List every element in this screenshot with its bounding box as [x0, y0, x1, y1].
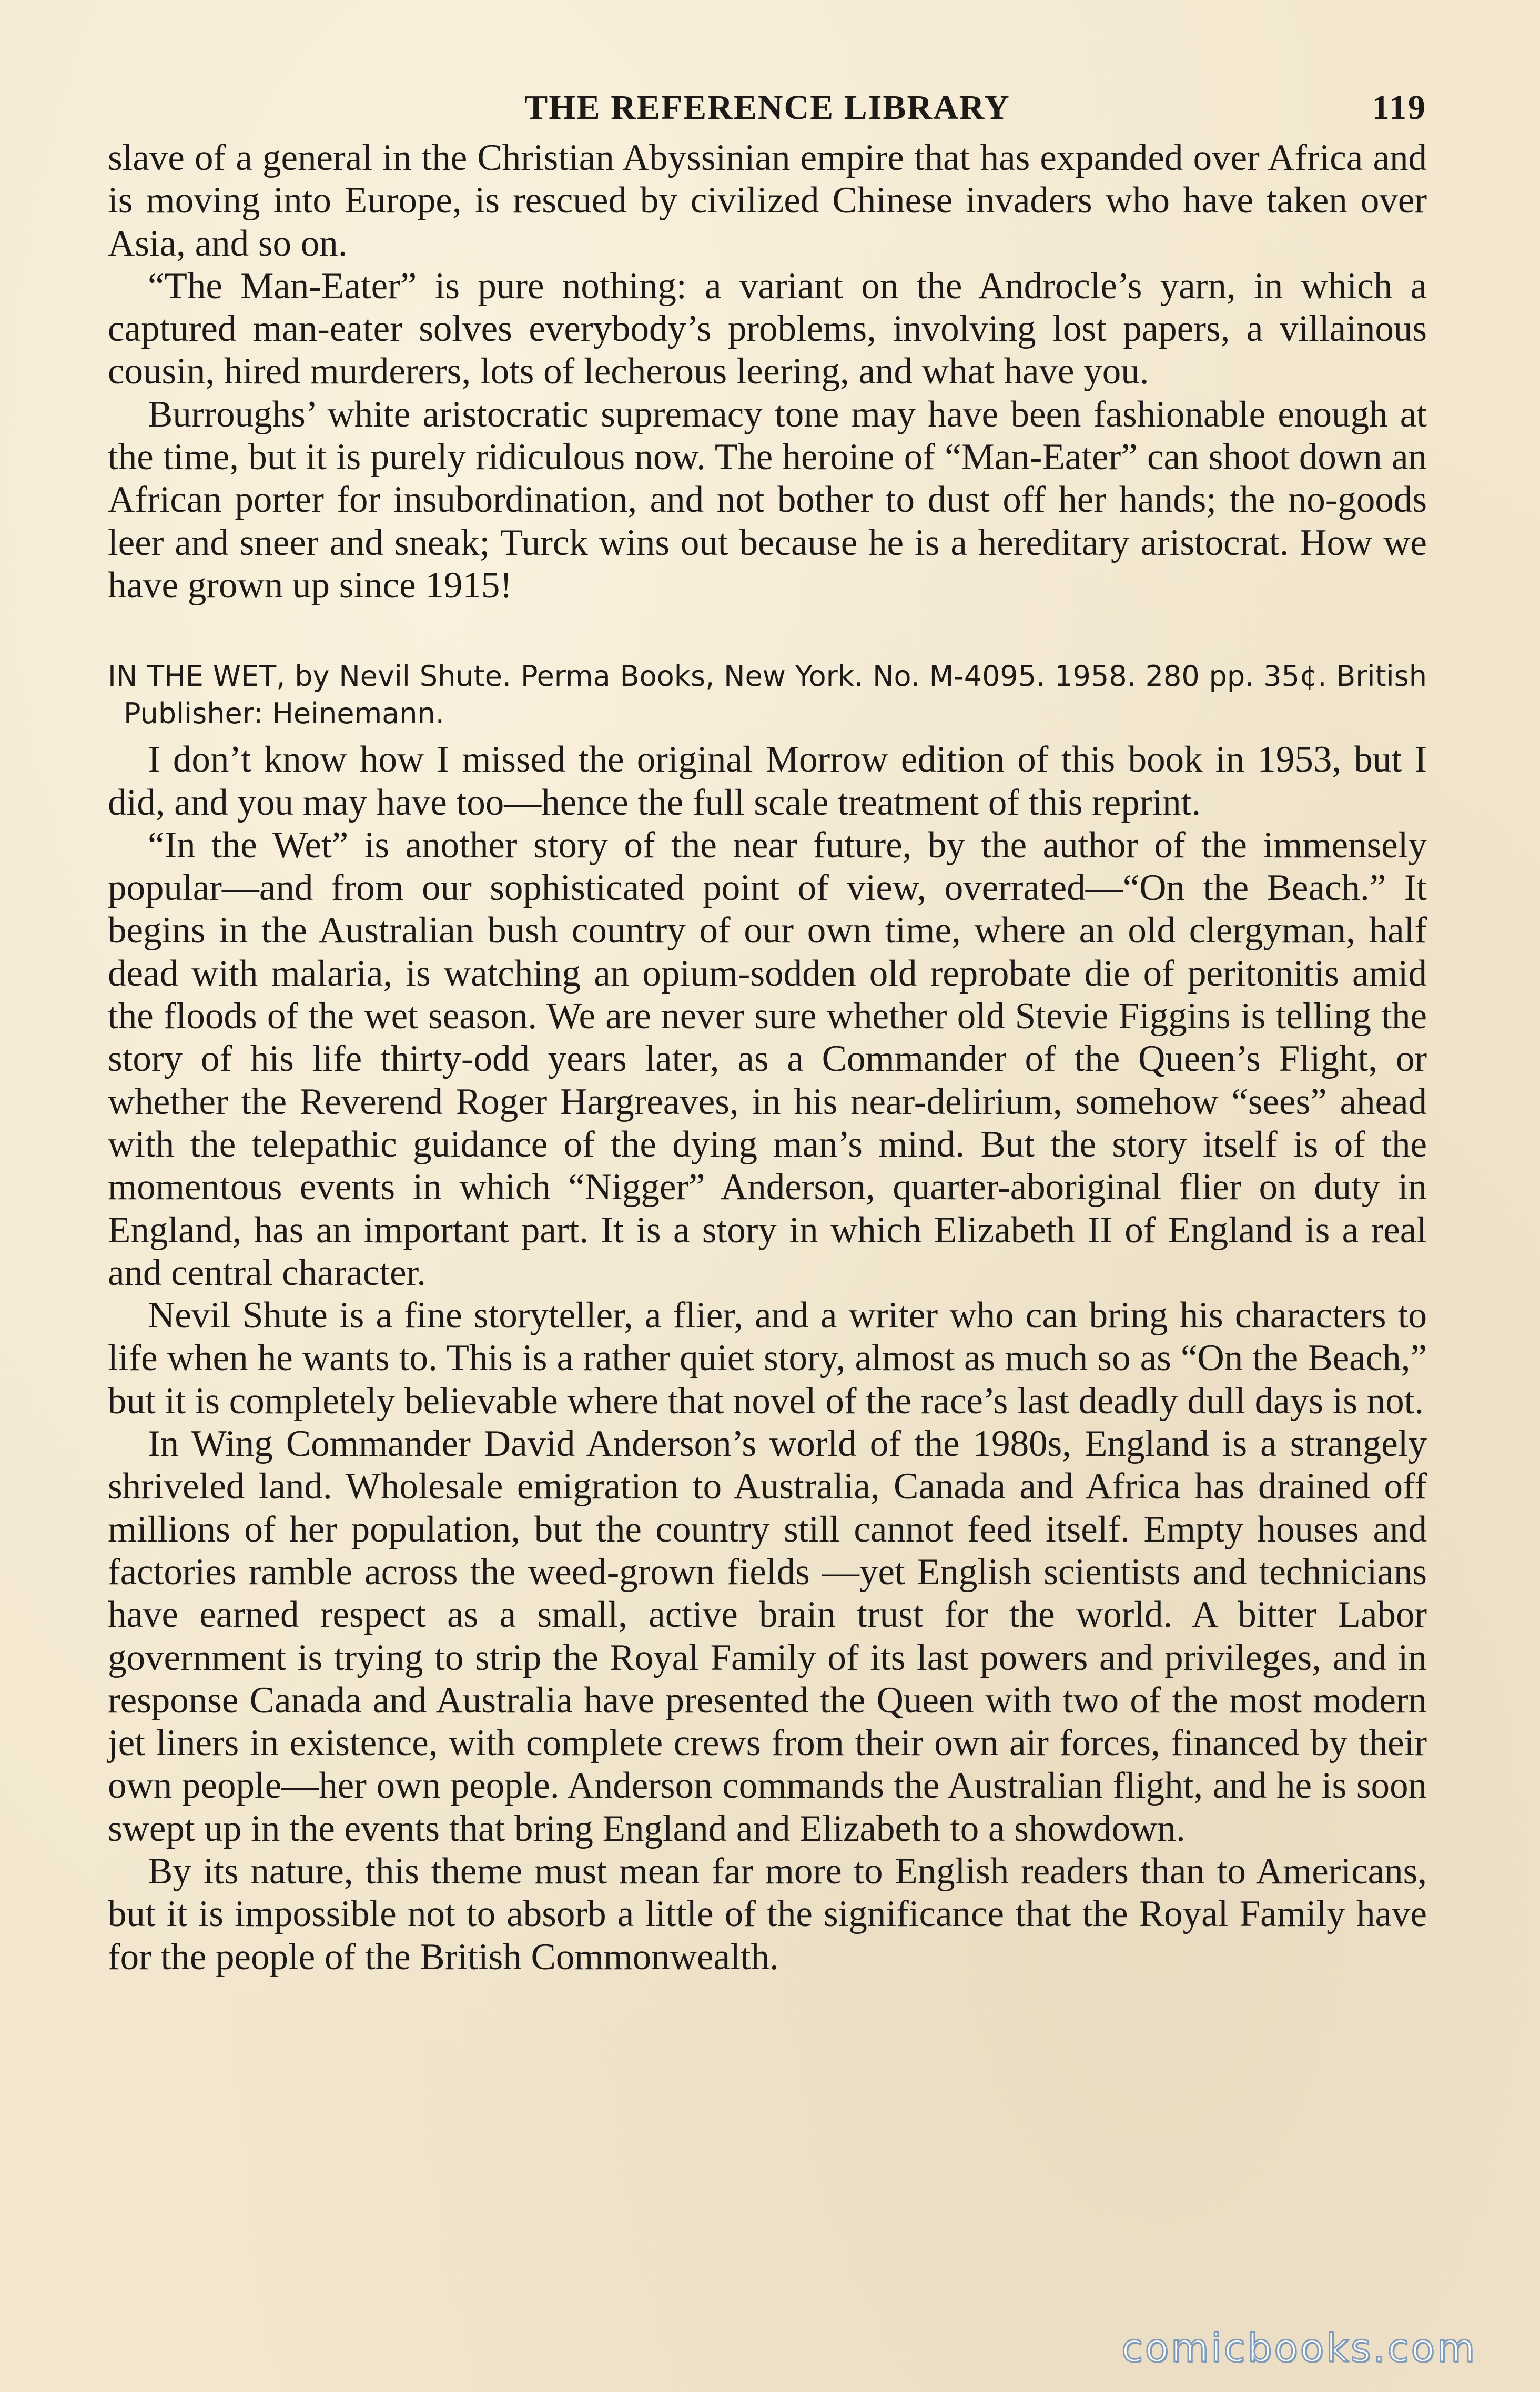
review-heading — [108, 657, 1427, 732]
paragraph: I don’t know how I missed the original Morrow edition of this book in 1953, but I did, and you may have too—hence the full scale treatment of this reprint. — [108, 739, 1427, 823]
review-heading-text: IN THE WET, by Nevil Shute. Perma Books, New York. No. M-4095. 1958. 280 pp. 35¢. British Publisher: Heinemann. — [108, 660, 1427, 731]
paragraph: “The Man-Eater” is pure nothing: a variant on the Androcle’s yarn, in which a captured man-eater solves everybody’s problems, involving lost papers, a villainous cousin, hired murderers, lots of lecherous leering, and what have you. — [108, 265, 1427, 392]
paragraph: slave of a general in the Christian Abyssinian empire that has expanded over Africa and is moving into Europe, is rescued by civilized Chinese invaders who have taken over Asia, and so on. — [108, 137, 1427, 264]
running-head — [108, 79, 1427, 137]
article-body — [108, 137, 1427, 1979]
book-page — [108, 79, 1427, 2319]
section-gap — [108, 607, 1427, 657]
paragraph: Nevil Shute is a fine storyteller, a flier, and a writer who can bring his characters to life when he wants to. This is a rather quiet story, almost as much so as “On the Beach,” but it is completely believable where that novel of the race’s last deadly dull days is not. — [108, 1295, 1427, 1422]
paragraph: By its nature, this theme must mean far more to English readers than to Americans, but it is impossible not to absorb a little of the significance that the Royal Family have for the people of the British Commonwealth. — [108, 1850, 1427, 1978]
paragraph: In Wing Commander David Anderson’s world of the 1980s, England is a strangely shriveled land. Wholesale emigration to Australia, Canada and Africa has drained off millions of her population, but the country still cannot feed itself. Empty houses and factories ramble across the weed-grown fields —yet English scientists and technicians have earned respect as a small, active brain trust for the world. A bitter Labor government is trying to strip the Royal Family of its last powers and privileges, and in response Canada and Australia have presented the Queen with two of the most modern jet liners in existence, with complete crews from their own air forces, financed by their own people—her own people. Anderson commands the Australian flight, and he is soon swept up in the events that bring England and Elizabeth to a showdown. — [108, 1423, 1427, 1849]
page-number: 119 — [1372, 88, 1427, 127]
watermark: comicbooks.com — [1121, 2326, 1477, 2371]
running-title: THE REFERENCE LIBRARY — [524, 88, 1010, 127]
paragraph: “In the Wet” is another story of the near future, by the author of the immensely popular—and from our sophisticated point of view, overrated—“On the Beach.” It begins in the Australian bush country of our own time, where an old clergyman, half dead with malaria, is watching an opium-sodden old reprobate die of peritonitis amid the floods of the wet season. We are never sure whether old Stevie Figgins is telling the story of his life thirty-odd years later, as a Commander of the Queen’s Flight, or whether the Reverend Roger Hargreaves, in his near-delirium, somehow “sees” ahead with the telepathic guidance of the dying man’s mind. But the story itself is of the momentous events in which “Nigger” Anderson, quarter-aboriginal flier on duty in England, has an important part. It is a story in which Elizabeth II of England is a real and central character. — [108, 824, 1427, 1293]
paragraph: Burroughs’ white aristocratic supremacy tone may have been fashionable enough at the time, but it is purely ridiculous now. The heroine of “Man-Eater” can shoot down an African porter for insubordination, and not bother to dust off her hands; the no-goods leer and sneer and sneak; Turck wins out because he is a hereditary aristocrat. How we have grown up since 1915! — [108, 393, 1427, 606]
